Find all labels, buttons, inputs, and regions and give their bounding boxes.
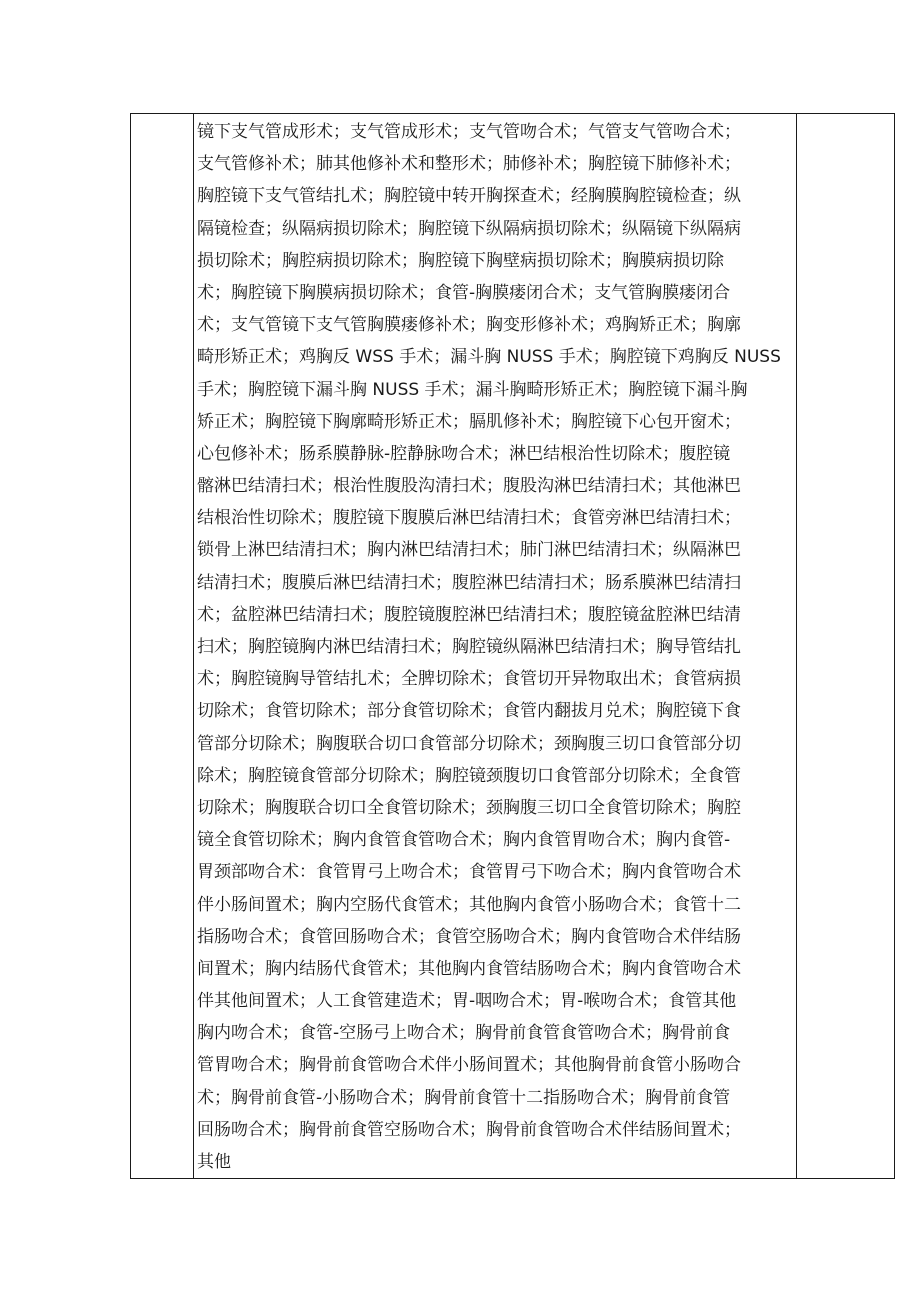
procedure-line: 术；胸骨前食管-小肠吻合术；胸骨前食管十二指肠吻合术；胸骨前食管 [197, 1087, 731, 1108]
procedure-line: 其他 [197, 1152, 231, 1172]
procedure-line: 切除术；胸腹联合切口全食管切除术；颈胸腹三切口全食管切除术；胸腔 [197, 797, 741, 818]
procedure-line: 心包修补术；肠系膜静脉-腔静脉吻合术；淋巴结根治性切除术；腹腔镜 [197, 443, 731, 464]
procedure-line: 损切除术；胸腔病损切除术；胸腔镜下胸壁病损切除术；胸膜病损切除 [197, 250, 724, 271]
procedure-line: 伴其他间置术；人工食管建造术；胃-咽吻合术；胃-喉吻合术；食管其他 [197, 991, 737, 1012]
procedure-line: 支气管修补术；肺其他修补术和整形术；肺修补术；胸腔镜下肺修补术； [197, 154, 741, 175]
procedure-line: 髂淋巴结清扫术；根治性腹股沟清扫术；腹股沟淋巴结清扫术；其他淋巴 [197, 476, 741, 497]
procedure-line: 回肠吻合术；胸骨前食管空肠吻合术；胸骨前食管吻合术伴结肠间置术； [197, 1119, 741, 1140]
procedure-line: 术；盆腔淋巴结清扫术；腹腔镜腹腔淋巴结清扫术；腹腔镜盆腔淋巴结清 [197, 604, 741, 625]
procedure-line: 镜下支气管成形术；支气管成形术；支气管吻合术；气管支气管吻合术； [197, 122, 741, 142]
procedure-line: 胃颈部吻合术：食管胃弓上吻合术；食管胃弓下吻合术；胸内食管吻合术 [197, 862, 741, 883]
procedure-table [130, 113, 895, 1179]
left-empty-cell [131, 114, 194, 1179]
procedure-line: 隔镜检查；纵隔病损切除术；胸腔镜下纵隔病损切除术；纵隔镜下纵隔病 [197, 218, 741, 239]
procedure-line: 手术；胸腔镜下漏斗胸 NUSS 手术；漏斗胸畸形矫正术；胸腔镜下漏斗胸 [197, 379, 748, 400]
procedure-line: 术；支气管镜下支气管胸膜瘘修补术；胸变形修补术；鸡胸矫正术；胸廓 [197, 315, 741, 336]
procedure-line: 除术；胸腔镜食管部分切除术；胸腔镜颈腹切口食管部分切除术；全食管 [197, 765, 741, 786]
procedure-list-cell [194, 114, 797, 1179]
procedure-line: 胸内吻合术；食管-空肠弓上吻合术；胸骨前食管食管吻合术；胸骨前食 [197, 1023, 731, 1044]
procedure-line: 切除术；食管切除术；部分食管切除术；食管内翻拔月兑术；胸腔镜下食 [197, 701, 741, 722]
procedure-line: 指肠吻合术；食管回肠吻合术；食管空肠吻合术；胸内食管吻合术伴结肠 [197, 926, 741, 947]
procedure-line: 伴小肠间置术；胸内空肠代食管术；其他胸内食管小肠吻合术；食管十二 [197, 894, 741, 915]
right-empty-cell [797, 114, 895, 1179]
procedure-line: 管部分切除术；胸腹联合切口食管部分切除术；颈胸腹三切口食管部分切 [197, 733, 741, 754]
procedure-line: 矫正术；胸腔镜下胸廓畸形矫正术；膈肌修补术；胸腔镜下心包开窗术； [197, 411, 741, 432]
procedure-line: 管胃吻合术；胸骨前食管吻合术伴小肠间置术；其他胸骨前食管小肠吻合 [197, 1055, 741, 1076]
procedure-line: 锁骨上淋巴结清扫术；胸内淋巴结清扫术；肺门淋巴结清扫术；纵隔淋巴 [197, 540, 741, 561]
procedure-line: 镜全食管切除术；胸内食管食管吻合术；胸内食管胃吻合术；胸内食管- [197, 830, 731, 851]
procedure-line: 胸腔镜下支气管结扎术；胸腔镜中转开胸探查术；经胸膜胸腔镜检查；纵 [197, 186, 741, 207]
procedure-line: 术；胸腔镜下胸膜病损切除术；食管-胸膜瘘闭合术；支气管胸膜瘘闭合 [197, 282, 731, 303]
procedure-line: 畸形矫正术；鸡胸反 WSS 手术；漏斗胸 NUSS 手术；胸腔镜下鸡胸反 NUSS [197, 347, 781, 368]
procedure-line: 间置术；胸内结肠代食管术；其他胸内食管结肠吻合术；胸内食管吻合术 [197, 958, 741, 979]
procedure-line: 结清扫术；腹膜后淋巴结清扫术；腹腔淋巴结清扫术；肠系膜淋巴结清扫 [197, 572, 741, 593]
procedure-line: 结根治性切除术；腹腔镜下腹膜后淋巴结清扫术；食管旁淋巴结清扫术； [197, 508, 741, 529]
procedure-text-block [194, 114, 796, 1178]
procedure-line: 术；胸腔镜胸导管结扎术；全脾切除术；食管切开异物取出术；食管病损 [197, 669, 741, 690]
procedure-line: 扫术；胸腔镜胸内淋巴结清扫术；胸腔镜纵隔淋巴结清扫术；胸导管结扎 [197, 637, 741, 657]
table-row [131, 114, 895, 1179]
